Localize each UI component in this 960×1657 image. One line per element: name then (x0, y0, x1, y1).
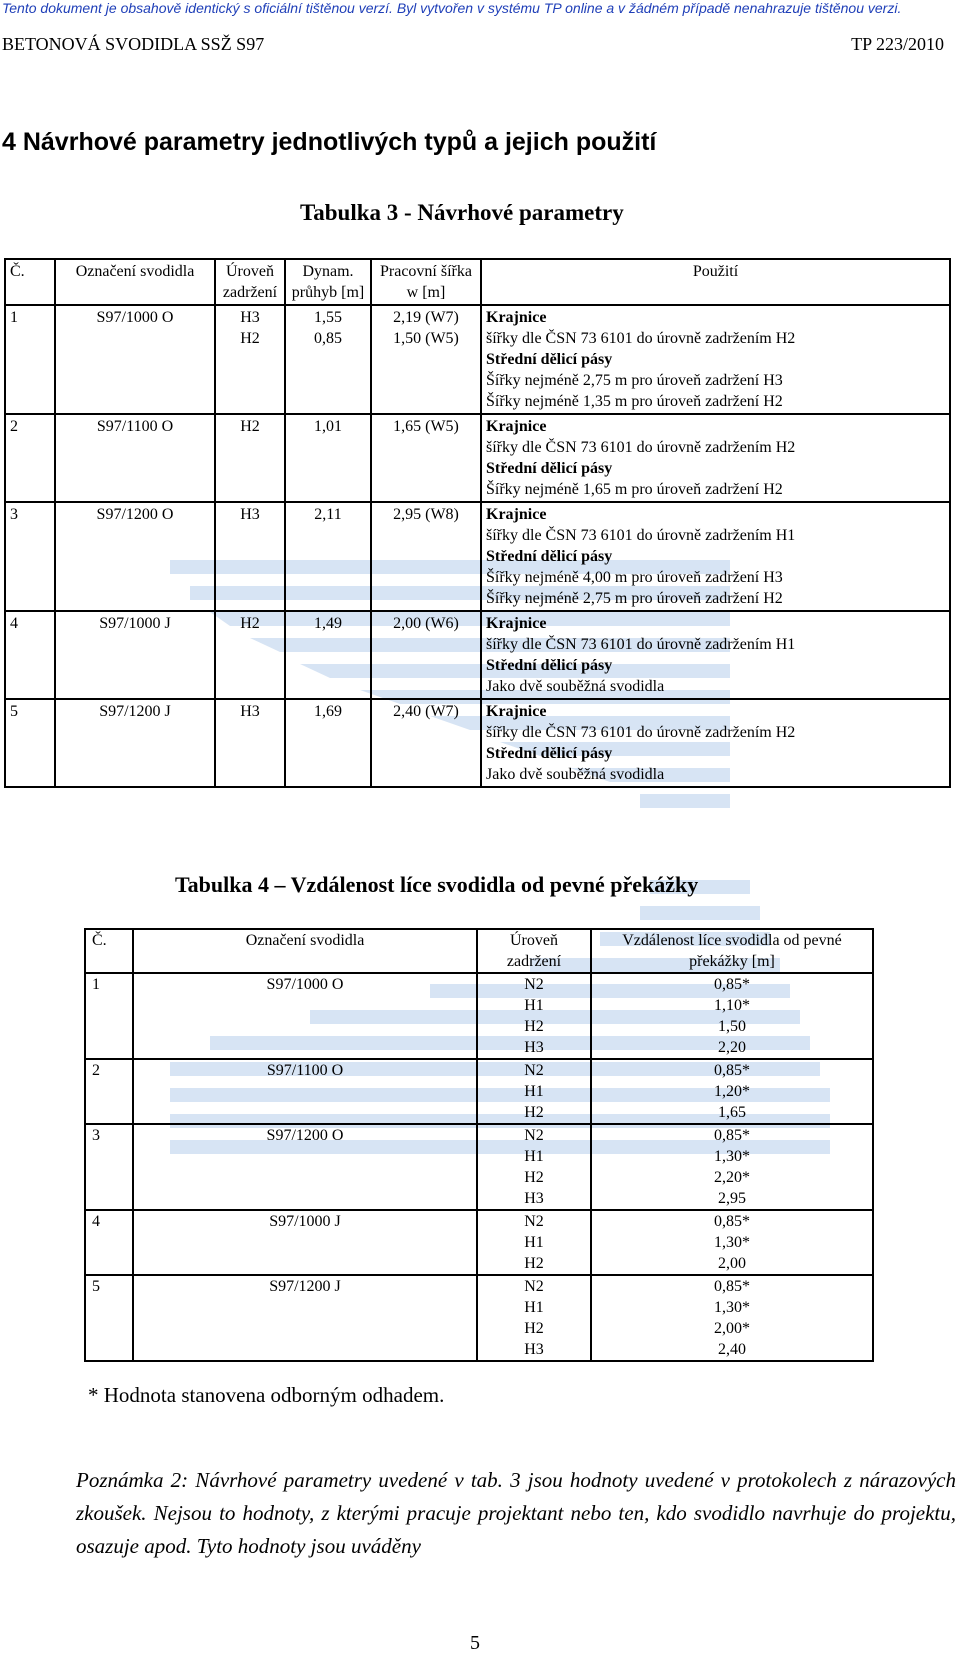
t4-level: N2 (524, 976, 544, 993)
t3-usage-heading: Střední dělicí pásy (486, 460, 613, 477)
t3-row-no: 3 (5, 502, 55, 611)
obstacle-distance-table (84, 928, 874, 1362)
t3-header-usage: Použití (481, 259, 950, 305)
t3-deflection: 1,55 (314, 309, 342, 326)
t3-designation: S97/1200 O (55, 502, 215, 611)
t3-header-no: Č. (5, 259, 55, 305)
t3-width: 1,65 (W5) (393, 418, 459, 435)
t3-usage-line: Šířky nejméně 1,35 m pro úroveň zadržení H2 (486, 393, 783, 410)
t4-distance: 0,85* (714, 1213, 750, 1230)
t4-header-distance: Vzdálenost líce svodidla od pevné překážky [m] (591, 929, 873, 973)
t4-distance-cell (591, 1210, 873, 1275)
t3-row-no: 2 (5, 414, 55, 502)
table4-footnote: * Hodnota stanovena odborným odhadem. (88, 1383, 445, 1407)
t3-deflection: 1,01 (314, 418, 342, 435)
t3-usage-heading: Krajnice (486, 506, 547, 523)
t4-level: H3 (524, 1341, 544, 1358)
t3-usage-line: Jako dvě souběžná svodidla (486, 766, 665, 783)
t3-usage-heading: Krajnice (486, 309, 547, 326)
t4-distance: 2,00 (718, 1255, 746, 1272)
t3-deflection-cell (285, 305, 371, 414)
t4-level: N2 (524, 1127, 544, 1144)
t4-distance: 1,10* (714, 997, 750, 1014)
page-number: 5 (470, 1632, 480, 1654)
t4-header-level: Úroveň zadržení (477, 929, 591, 973)
document-header-title: BETONOVÁ SVODIDLA SSŽ S97 (2, 34, 265, 54)
t3-usage-line: šířky dle ČSN 73 6101 do úrovně zadržením H2 (486, 439, 796, 456)
section-heading: 4 Návrhové parametry jednotlivých typů a jejich použití (2, 128, 657, 156)
t3-designation: S97/1200 J (55, 699, 215, 787)
t3-level-cell (215, 414, 285, 502)
t4-distance: 2,95 (718, 1190, 746, 1207)
t3-width: 2,40 (W7) (393, 703, 459, 720)
table-row (5, 414, 950, 502)
t3-usage-heading: Střední dělicí pásy (486, 548, 613, 565)
t3-usage-heading: Krajnice (486, 703, 547, 720)
t4-row-no: 1 (85, 973, 133, 1059)
t3-level-cell (215, 502, 285, 611)
t3-deflection: 2,11 (314, 506, 342, 523)
t3-level-cell (215, 611, 285, 699)
t4-distance: 2,40 (718, 1341, 746, 1358)
t4-level: H1 (524, 1299, 544, 1316)
t3-usage-cell (481, 414, 950, 502)
t3-usage-line: Šířky nejméně 2,75 m pro úroveň zadržení H3 (486, 372, 783, 389)
t3-designation: S97/1000 J (55, 611, 215, 699)
t3-level-cell (215, 305, 285, 414)
t3-level-cell (215, 699, 285, 787)
t4-distance: 2,00* (714, 1320, 750, 1337)
t4-level: H1 (524, 1083, 544, 1100)
t4-level-cell (477, 1124, 591, 1210)
t3-usage-line: Šířky nejméně 2,75 m pro úroveň zadržení H2 (486, 590, 783, 607)
t4-designation: S97/1000 J (133, 1210, 477, 1275)
t3-usage-heading: Krajnice (486, 615, 547, 632)
t3-usage-heading: Střední dělicí pásy (486, 351, 613, 368)
t4-distance: 1,30* (714, 1234, 750, 1251)
t3-usage-line: šířky dle ČSN 73 6101 do úrovně zadržením H1 (486, 527, 796, 544)
t4-distance: 1,50 (718, 1018, 746, 1035)
t4-level: H2 (524, 1018, 544, 1035)
t3-header-designation: Označení svodidla (55, 259, 215, 305)
t3-usage-heading: Krajnice (486, 418, 547, 435)
t3-level: H3 (240, 703, 260, 720)
t3-usage-line: šířky dle ČSN 73 6101 do úrovně zadržením H2 (486, 724, 796, 741)
t4-distance: 0,85* (714, 1062, 750, 1079)
t3-designation: S97/1000 O (55, 305, 215, 414)
t4-designation: S97/1200 J (133, 1275, 477, 1361)
t4-header-no: Č. (85, 929, 133, 973)
table3-caption: Tabulka 3 - Návrhové parametry (300, 200, 624, 225)
table-row (5, 699, 950, 787)
t4-distance: 1,30* (714, 1299, 750, 1316)
t4-level-cell (477, 1275, 591, 1361)
t4-header-designation: Označení svodidla (133, 929, 477, 973)
t4-level: H2 (524, 1169, 544, 1186)
note-paragraph: Poznámka 2: Návrhové parametry uvedené v tab. 3 jsou hodnoty uvedené v protokolech z nárazových zkoušek. Nejsou to hodnoty, z kterými pracuje projektant nebo ten, kdo svodidlo navrhuje do projektu, osazuje apod. Tyto hodnoty jsou uváděny (76, 1468, 956, 1558)
t3-row-no: 4 (5, 611, 55, 699)
t3-width-cell (371, 611, 481, 699)
t4-row-no: 4 (85, 1210, 133, 1275)
table-row (85, 973, 873, 1059)
t3-deflection-cell (285, 414, 371, 502)
design-parameters-table (4, 258, 951, 788)
t4-level: H3 (524, 1190, 544, 1207)
t4-level: H3 (524, 1039, 544, 1056)
t4-row-no: 5 (85, 1275, 133, 1361)
t4-designation: S97/1100 O (133, 1059, 477, 1124)
t4-level: N2 (524, 1213, 544, 1230)
t4-level: N2 (524, 1062, 544, 1079)
t3-usage-heading: Střední dělicí pásy (486, 657, 613, 674)
t4-level: H2 (524, 1255, 544, 1272)
t4-level: N2 (524, 1278, 544, 1295)
t3-usage-line: Jako dvě souběžná svodidla (486, 678, 665, 695)
t3-deflection-cell (285, 699, 371, 787)
t3-deflection-cell (285, 611, 371, 699)
document-header-code: TP 223/2010 (851, 34, 944, 54)
t4-level: H1 (524, 1148, 544, 1165)
t3-width-cell (371, 699, 481, 787)
t4-distance: 0,85* (714, 976, 750, 993)
t3-row-no: 5 (5, 699, 55, 787)
t3-usage-cell (481, 699, 950, 787)
t3-deflection: 1,69 (314, 703, 342, 720)
t4-row-no: 3 (85, 1124, 133, 1210)
t3-usage-cell (481, 611, 950, 699)
t3-usage-cell (481, 502, 950, 611)
table4-header-row (85, 929, 873, 973)
t3-designation: S97/1100 O (55, 414, 215, 502)
t3-deflection-cell (285, 502, 371, 611)
t4-distance: 1,30* (714, 1148, 750, 1165)
t3-deflection: 1,49 (314, 615, 342, 632)
t3-width: 2,19 (W7) (393, 309, 459, 326)
table-row (5, 611, 950, 699)
table-row (85, 1210, 873, 1275)
table-row (85, 1059, 873, 1124)
t4-distance: 1,20* (714, 1083, 750, 1100)
table-row (85, 1275, 873, 1361)
t3-usage-cell (481, 305, 950, 414)
t3-usage-line: šířky dle ČSN 73 6101 do úrovně zadržením H1 (486, 636, 796, 653)
t4-distance: 0,85* (714, 1278, 750, 1295)
t3-width-cell (371, 305, 481, 414)
t4-distance: 2,20 (718, 1039, 746, 1056)
t4-distance: 2,20* (714, 1169, 750, 1186)
t4-level-cell (477, 1210, 591, 1275)
table3-header-row (5, 259, 950, 305)
t4-distance-cell (591, 1059, 873, 1124)
t3-width-cell (371, 414, 481, 502)
t3-usage-heading: Střední dělicí pásy (486, 745, 613, 762)
t3-level: H3 (240, 309, 260, 326)
t4-level: H2 (524, 1104, 544, 1121)
t3-usage-line: Šířky nejméně 1,65 m pro úroveň zadržení H2 (486, 481, 783, 498)
t4-distance: 0,85* (714, 1127, 750, 1144)
table-row (85, 1124, 873, 1210)
table-row (5, 305, 950, 414)
t3-level: H2 (240, 418, 260, 435)
t3-width: 2,95 (W8) (393, 506, 459, 523)
t4-distance-cell (591, 973, 873, 1059)
t4-row-no: 2 (85, 1059, 133, 1124)
table4-caption: Tabulka 4 – Vzdálenost líce svodidla od pevné překážky (175, 872, 699, 897)
t3-header-level: Úroveň zadržení (215, 259, 285, 305)
t4-designation: S97/1000 O (133, 973, 477, 1059)
table-row (5, 502, 950, 611)
t3-level: H2 (240, 615, 260, 632)
t3-header-width: Pracovní šířka w [m] (371, 259, 481, 305)
t4-level-cell (477, 973, 591, 1059)
t3-usage-line: Šířky nejméně 4,00 m pro úroveň zadržení H3 (486, 569, 783, 586)
official-version-notice: Tento dokument je obsahově identický s oficiální tištěnou verzí. Byl vytvořen v systému TP online a v žádném případě nenahrazuje tištěnou verzi. (2, 0, 902, 16)
t3-width: 1,50 (W5) (393, 330, 459, 347)
t4-level: H1 (524, 1234, 544, 1251)
t3-header-deflection: Dynam. průhyb [m] (285, 259, 371, 305)
t4-designation: S97/1200 O (133, 1124, 477, 1210)
t4-level: H1 (524, 997, 544, 1014)
t3-usage-line: šířky dle ČSN 73 6101 do úrovně zadržením H2 (486, 330, 796, 347)
t3-row-no: 1 (5, 305, 55, 414)
t4-level-cell (477, 1059, 591, 1124)
t4-distance-cell (591, 1275, 873, 1361)
t3-deflection: 0,85 (314, 330, 342, 347)
t3-level: H2 (240, 330, 260, 347)
t4-distance-cell (591, 1124, 873, 1210)
t3-level: H3 (240, 506, 260, 523)
t4-distance: 1,65 (718, 1104, 746, 1121)
t3-width-cell (371, 502, 481, 611)
t4-level: H2 (524, 1320, 544, 1337)
t3-width: 2,00 (W6) (393, 615, 459, 632)
